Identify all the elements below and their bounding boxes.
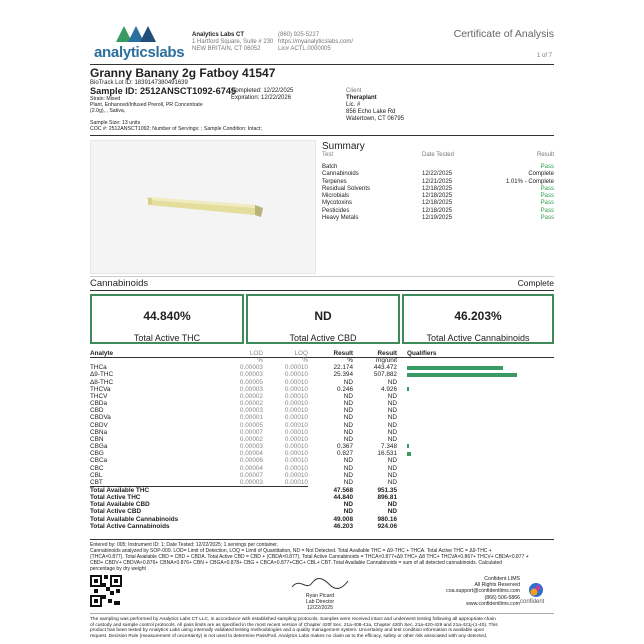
unit-mg: mg/unit [376,357,397,365]
analyte-row [90,414,550,421]
analyte-loq: 0.00010 [284,464,308,472]
analyte-result-pct: ND [343,400,353,408]
summary-row [322,171,554,178]
analyte-result-pct: 0.367 [337,443,353,451]
analyte-result-mg: ND [387,378,397,386]
analyte-name: Δ8-THC [90,378,114,386]
analyte-bar [407,373,517,377]
analyte-row [90,436,550,443]
analyte-qualifier [397,457,550,464]
analyte-units [90,357,550,364]
unit-pct: % [347,357,353,365]
analyte-row [90,443,550,450]
analyte-result-mg: ND [387,428,397,436]
analyte-row [90,465,550,472]
note-line5: percentage by dry weight [90,566,146,572]
analyte-name: CBD [90,407,104,415]
total-thc-value: 44.840% [143,309,191,323]
analyte-result-pct: ND [343,479,353,487]
analyte-qualifier [397,386,550,393]
unit-loq: % [302,357,308,365]
analyte-row [90,422,550,429]
total-pct: 47.568 [333,486,353,494]
summary-result: Pass [540,193,554,200]
summary-header [322,152,554,159]
analyte-lod: 0.00005 [239,378,263,386]
cannabinoids-status: Complete [517,278,554,288]
analyte-lod: 0.00007 [239,428,263,436]
total-label: Total Available CBD [90,501,150,509]
analyte-name: CBN [90,435,104,443]
lab-name: Analytics Labs CT [192,32,245,38]
analyte-result-mg: ND [387,414,397,422]
summary-table [322,152,554,159]
analyte-name: CBG [90,450,104,458]
total-mg: ND [387,508,397,516]
analyte-result-mg: ND [387,479,397,487]
summary-test: Pesticides [322,207,350,214]
doc-title: Certificate of Analysis [453,28,554,40]
total-mg: 896.81 [377,494,397,502]
summary-col-result: Result [536,152,554,158]
analyte-name: CBDV [90,421,108,429]
analyte-loq: 0.00010 [284,450,308,458]
analyte-qualifier [397,479,550,487]
footer-line3: product has been tested by Analytics Labs using internally validated testing methodologies and a quality management system. Uncertainty and test condition information is available upon [90,628,485,634]
summary-test: Cannabinoids [322,171,359,178]
total-mg: ND [387,501,397,509]
analyte-name: CBT [90,478,103,486]
col-result-pct: Result [333,350,353,357]
analyte-lod: 0.00007 [239,471,263,479]
summary-result: Pass [540,200,554,207]
total-pct: 49.008 [333,515,353,523]
analyte-bar [407,387,409,391]
analyte-result-pct: 25.394 [333,371,353,379]
analyte-result-pct: ND [343,457,353,465]
total-cannabinoids-box [402,294,554,344]
product-title: Granny Banany 2g Fatboy 41547 [90,66,276,80]
confident-logo-icon [528,582,544,598]
analyte-lod: 0.00003 [239,443,263,451]
summary-row [322,193,554,200]
page-number: 1 of 7 [536,53,552,59]
total-row [90,508,550,515]
brand-name: analyticslabs [94,44,185,61]
total-mg: 951.35 [377,486,397,494]
product-image [90,140,316,274]
lab-logo [94,22,186,66]
analyte-qualifier [397,393,550,400]
header-divider [90,64,554,65]
signer-name: Ryan Picard [305,593,335,599]
analyte-lod: 0.00006 [239,457,263,465]
analyte-result-pct: 0.246 [337,385,353,393]
signature-block [300,593,340,612]
summary-title: Summary [322,141,365,152]
logo-mark-icon [114,22,164,44]
qr-code-icon[interactable] [90,575,122,607]
summary-body [322,164,554,222]
completed-date: Completed: 12/22/2025 [231,88,294,94]
confident-phone: (866) 506-5866 [484,594,520,601]
summary-result: Pass [540,207,554,214]
summary-row [322,215,554,222]
summary-test: Heavy Metals [322,215,359,222]
note-line3: (THCA×0.877). Total Available CBD = CBD + CBDA. Total Active CBD = CBD + (CBDA×0.877). Total Active Cannabinoids = THCA×0.877+Δ9 THC+ Δ8 THC+ THCVA×0.867+ THCV+ CBDA×0.877 + [90,554,529,560]
analyte-lod: 0.00003 [239,385,263,393]
analyte-result-mg: ND [387,457,397,465]
biotrack-id: BioTrack Lot ID: 1839147380491639 [90,80,188,86]
analyte-result-pct: ND [343,464,353,472]
sample-size: Sample Size: 13 units [90,120,141,126]
notes-divider [90,539,554,540]
summary-row [322,186,554,193]
total-row [90,523,550,530]
total-row [90,486,550,494]
sample-id: Sample ID: 2512ANSCT1092-6745 [90,86,237,96]
analyte-loq: 0.00010 [284,364,308,372]
analyte-result-pct: ND [343,378,353,386]
expiration-date: Expiration: 12/22/2026 [231,95,292,101]
client-addr1: 856 Echo Lake Rd [346,109,396,115]
analyte-result-pct: ND [343,392,353,400]
summary-result: Complete [528,171,554,178]
footer-divider [90,613,554,614]
analyte-qualifier [397,400,550,407]
summary-test: Microbials [322,193,350,200]
total-row [90,501,550,508]
col-qualifiers: Qualifiers [407,350,437,357]
lab-license: Lic# ACTL.0000005 [278,46,331,52]
summary-col-test: Test [322,152,334,158]
analyte-qualifier [397,364,550,371]
signature-date: 12/22/2025 [307,605,333,612]
analyte-qualifier [397,465,550,472]
analyte-result-mg: 16.531 [377,450,397,458]
preroll-icon [91,141,315,273]
analyte-lod: 0.00004 [239,450,263,458]
analyte-name: CBCa [90,457,108,465]
analyte-qualifier [397,371,550,378]
analyte-lod: 0.00002 [239,435,263,443]
summary-test: Mycotoxins [322,200,353,207]
summary-row [322,208,554,215]
analyte-lod: 0.00003 [239,407,263,415]
summary-date: 12/18/2025 [422,193,453,200]
analyte-lod: 0.00001 [239,414,263,422]
product-details [90,96,203,115]
analyte-result-pct: ND [343,414,353,422]
product-divider [90,135,554,136]
summary-row [322,179,554,186]
summary-test: Terpenes [322,178,347,185]
analyte-result-mg: ND [387,407,397,415]
confident-label: Confident LIMS [484,576,520,582]
analyte-lod: 0.00003 [239,364,263,372]
analyte-result-pct: ND [343,407,353,415]
analyte-name: CBL [90,471,103,479]
analyte-loq: 0.00010 [284,400,308,408]
analyte-name: CBDa [90,400,108,408]
client-lic: Lic. # [346,102,361,108]
analyte-row [90,379,550,386]
analyte-result-mg: ND [387,464,397,472]
analyte-row [90,364,550,371]
analyte-bar [407,444,409,448]
analyte-lod: 0.00002 [239,400,263,408]
analyte-loq: 0.00010 [284,378,308,386]
cannabinoids-divider-top [90,276,554,277]
analyte-name: THCa [90,364,107,372]
summary-row [322,200,554,207]
analyte-loq: 0.00010 [284,407,308,415]
total-row [90,494,550,501]
analyte-result-mg: ND [387,471,397,479]
total-cbd-value: ND [314,309,332,323]
total-cbd-label: Total Active CBD [289,333,357,343]
col-loq: LOQ [294,350,308,357]
analyte-loq: 0.00010 [284,414,308,422]
signer-title: Lab Director [305,599,335,606]
summary-date: 12/18/2025 [422,200,453,207]
total-cannabinoids-label: Total Active Cannabinoids [426,333,530,343]
client-addr2: Watertown, CT 06795 [346,116,405,122]
analyte-result-pct: ND [343,471,353,479]
summary-result: Pass [540,215,554,222]
analyte-result-pct: ND [343,428,353,436]
method-notes [90,542,560,572]
analyte-loq: 0.00010 [284,471,308,479]
analyte-qualifier [397,443,550,450]
total-pct: ND [343,501,353,509]
summary-date: 12/18/2025 [422,185,453,192]
analyte-qualifier [397,450,550,457]
analyte-result-mg: ND [387,400,397,408]
analyte-loq: 0.00010 [284,421,308,429]
analyte-lod: 0.00003 [239,371,263,379]
confident-site[interactable]: www.confidentlims.com [466,600,520,607]
analyte-loq: 0.00010 [284,435,308,443]
analyte-row [90,457,550,464]
summary-date: 12/18/2025 [422,207,453,214]
col-analyte: Analyte [90,350,114,357]
summary-date: 12/22/2025 [422,171,453,178]
analyte-loq: 0.00010 [284,428,308,436]
analyte-row [90,371,550,378]
analyte-row [90,472,550,479]
note-line4: CBD+ CBDV+ CBDVA×0.876+ CBNA×0.876+ CBN + CBGA×0.878+ CBG + CBCA×0.877+CBC+ CBL+ CBT. Total Available Cannabinoids = sum of all detected cannabinoids. Calculated [90,560,503,566]
analyte-result-mg: ND [387,435,397,443]
analyte-qualifier [397,472,550,479]
lab-address1: 1 Hartford Square, Suite # 230 [192,39,274,45]
total-label: Total Available THC [90,486,308,494]
total-cannabinoids-value: 46.203% [454,309,502,323]
analyte-result-mg: ND [387,421,397,429]
col-result-mg: Result [377,350,397,357]
analyte-result-mg: 443.472 [373,364,397,372]
total-pct: 44.840 [333,494,353,502]
summary-date: 12/21/2025 [422,178,453,185]
analyte-row [90,479,550,487]
lab-website[interactable]: https://myanalyticslabs.com/ [278,39,354,45]
analyte-name: CBGa [90,443,108,451]
analyte-row [90,386,550,393]
lab-address2: NEW BRITAIN, CT 06052 [192,46,261,52]
analyte-qualifier [397,379,550,386]
analyte-row [90,429,550,436]
matrix-size: (2.0g), , Sativa, [90,108,126,115]
total-mg: 980.16 [377,515,397,523]
summary-test: Batch [322,164,338,170]
analyte-loq: 0.00010 [284,371,308,379]
analyte-qualifier [397,429,550,436]
lab-info [192,32,273,53]
note-line2: Cannabinoids analyzed by SOP-009. LOD= Limit of Detection, LOQ = Limit of Quantitation, ND = Not Detected. Total Available THC = Δ9-THC + THCA. Total Active THC = Δ9-THC + [90,548,492,554]
lab-contact [278,32,353,53]
client-name: Theraplant [346,95,377,101]
analyte-lod: 0.00005 [239,421,263,429]
summary-date: 12/19/2025 [422,215,453,222]
analyte-row [90,407,550,414]
analyte-result-pct: 0.827 [337,450,353,458]
lab-phone: (860) 925-5227 [278,32,320,38]
total-label: Total Active THC [90,494,141,502]
total-label: Total Active CBD [90,508,142,516]
total-mg: 924.06 [377,522,397,530]
total-thc-box [90,294,244,344]
analyte-name: CBC [90,464,104,472]
summary-result: Pass [540,164,554,170]
analyte-result-mg: 7.348 [381,443,397,451]
total-pct: 46.203 [333,522,353,530]
note-line1: Entered by: 005; Instrument ID: 1; Date Tested: 12/22/2025; 1 servings per container. [90,542,279,548]
analyte-lod: 0.00004 [239,464,263,472]
cannabinoids-title: Cannabinoids [90,278,149,289]
analyte-result-pct: ND [343,421,353,429]
footer-line4: request. Decision Rule (measurement of uncertainty) is not used to determine Pass/Fail. Analytics Labs makes no claim as to the efficacy, safety or other risk associated with any detected, [90,633,488,639]
analyte-qualifier [397,414,550,421]
summary-col-date: Date Tested [422,152,454,158]
analyte-bar [407,452,411,456]
coc-line: COC #: 2512ANSCT1092; Number of Servings: ; Sample Condition: Intact; [90,126,262,132]
analyte-result-mg: ND [387,392,397,400]
footer-line1: The sampling was performed by Analytics Labs CT LLC, in accordance with established sampling protocols. Samples were received intact and underwent testing following all appropriate chain [90,617,496,622]
analyte-name: Δ9-THC [90,371,114,379]
analyte-table [90,350,550,530]
dates [231,88,293,102]
matrix: Plant, Enhanced/Infused Preroll, PR Concentrate [90,102,203,109]
analyte-qualifier [397,422,550,429]
total-thc-label: Total Active THC [133,333,201,343]
analyte-loq: 0.00010 [284,443,308,451]
confident-email[interactable]: coa.support@confidentlims.com [446,588,520,595]
total-pct: ND [343,508,353,516]
footer-disclaimer [90,617,560,639]
col-lod: LOD [249,350,263,357]
summary-row [322,164,554,171]
analyte-name: THCV [90,392,108,400]
confident-brand: confident [520,599,545,605]
cannabinoids-divider [90,290,554,291]
summary-test: Residual Solvents [322,185,371,192]
unit-lod: % [257,357,263,365]
analyte-lod: 0.00002 [239,392,263,400]
signature-icon [290,575,350,593]
analyte-lod: 0.00003 [239,478,263,486]
total-label: Total Active Cannabinoids [90,522,170,530]
analyte-name: THCVa [90,385,111,393]
confident-rights: All Rights Reserved [474,582,520,589]
analyte-loq: 0.00010 [284,457,308,465]
summary-date [422,164,492,171]
analyte-qualifier [397,436,550,443]
summary-result: 1.01% - Complete [505,178,554,185]
analyte-row [90,400,550,407]
total-cbd-box [246,294,400,344]
total-row [90,516,550,523]
strain: Strain: Mixed [90,96,121,102]
analyte-result-mg: 4.926 [381,385,397,393]
confident-info [446,576,520,607]
analyte-loq: 0.00010 [284,385,308,393]
analyte-result-pct: ND [343,435,353,443]
analyte-result-pct: 22.174 [333,364,353,372]
footer-line2: of custody and sample control protocols. All pass limits are as specified in the most recent version of Chapter 420f Sec. 21a-408-41a, Chapter 420h Sec. 21a-420-429 and 21a-421j-(1-40). This [90,622,498,628]
analyte-name: CBNa [90,428,108,436]
analyte-row [90,393,550,400]
client-label: Client [346,88,362,94]
analyte-bar [407,366,503,370]
analyte-qualifier [397,407,550,414]
client-block [346,88,404,123]
analyte-row [90,450,550,457]
analyte-result-mg: 507.882 [373,371,397,379]
analyte-loq: 0.00010 [284,392,308,400]
analyte-header [90,350,550,357]
analyte-name: CBDVa [90,414,111,422]
analyte-loq: 0.00010 [284,478,308,486]
summary-result: Pass [540,185,554,192]
total-label: Total Available Cannabinoids [90,515,179,523]
